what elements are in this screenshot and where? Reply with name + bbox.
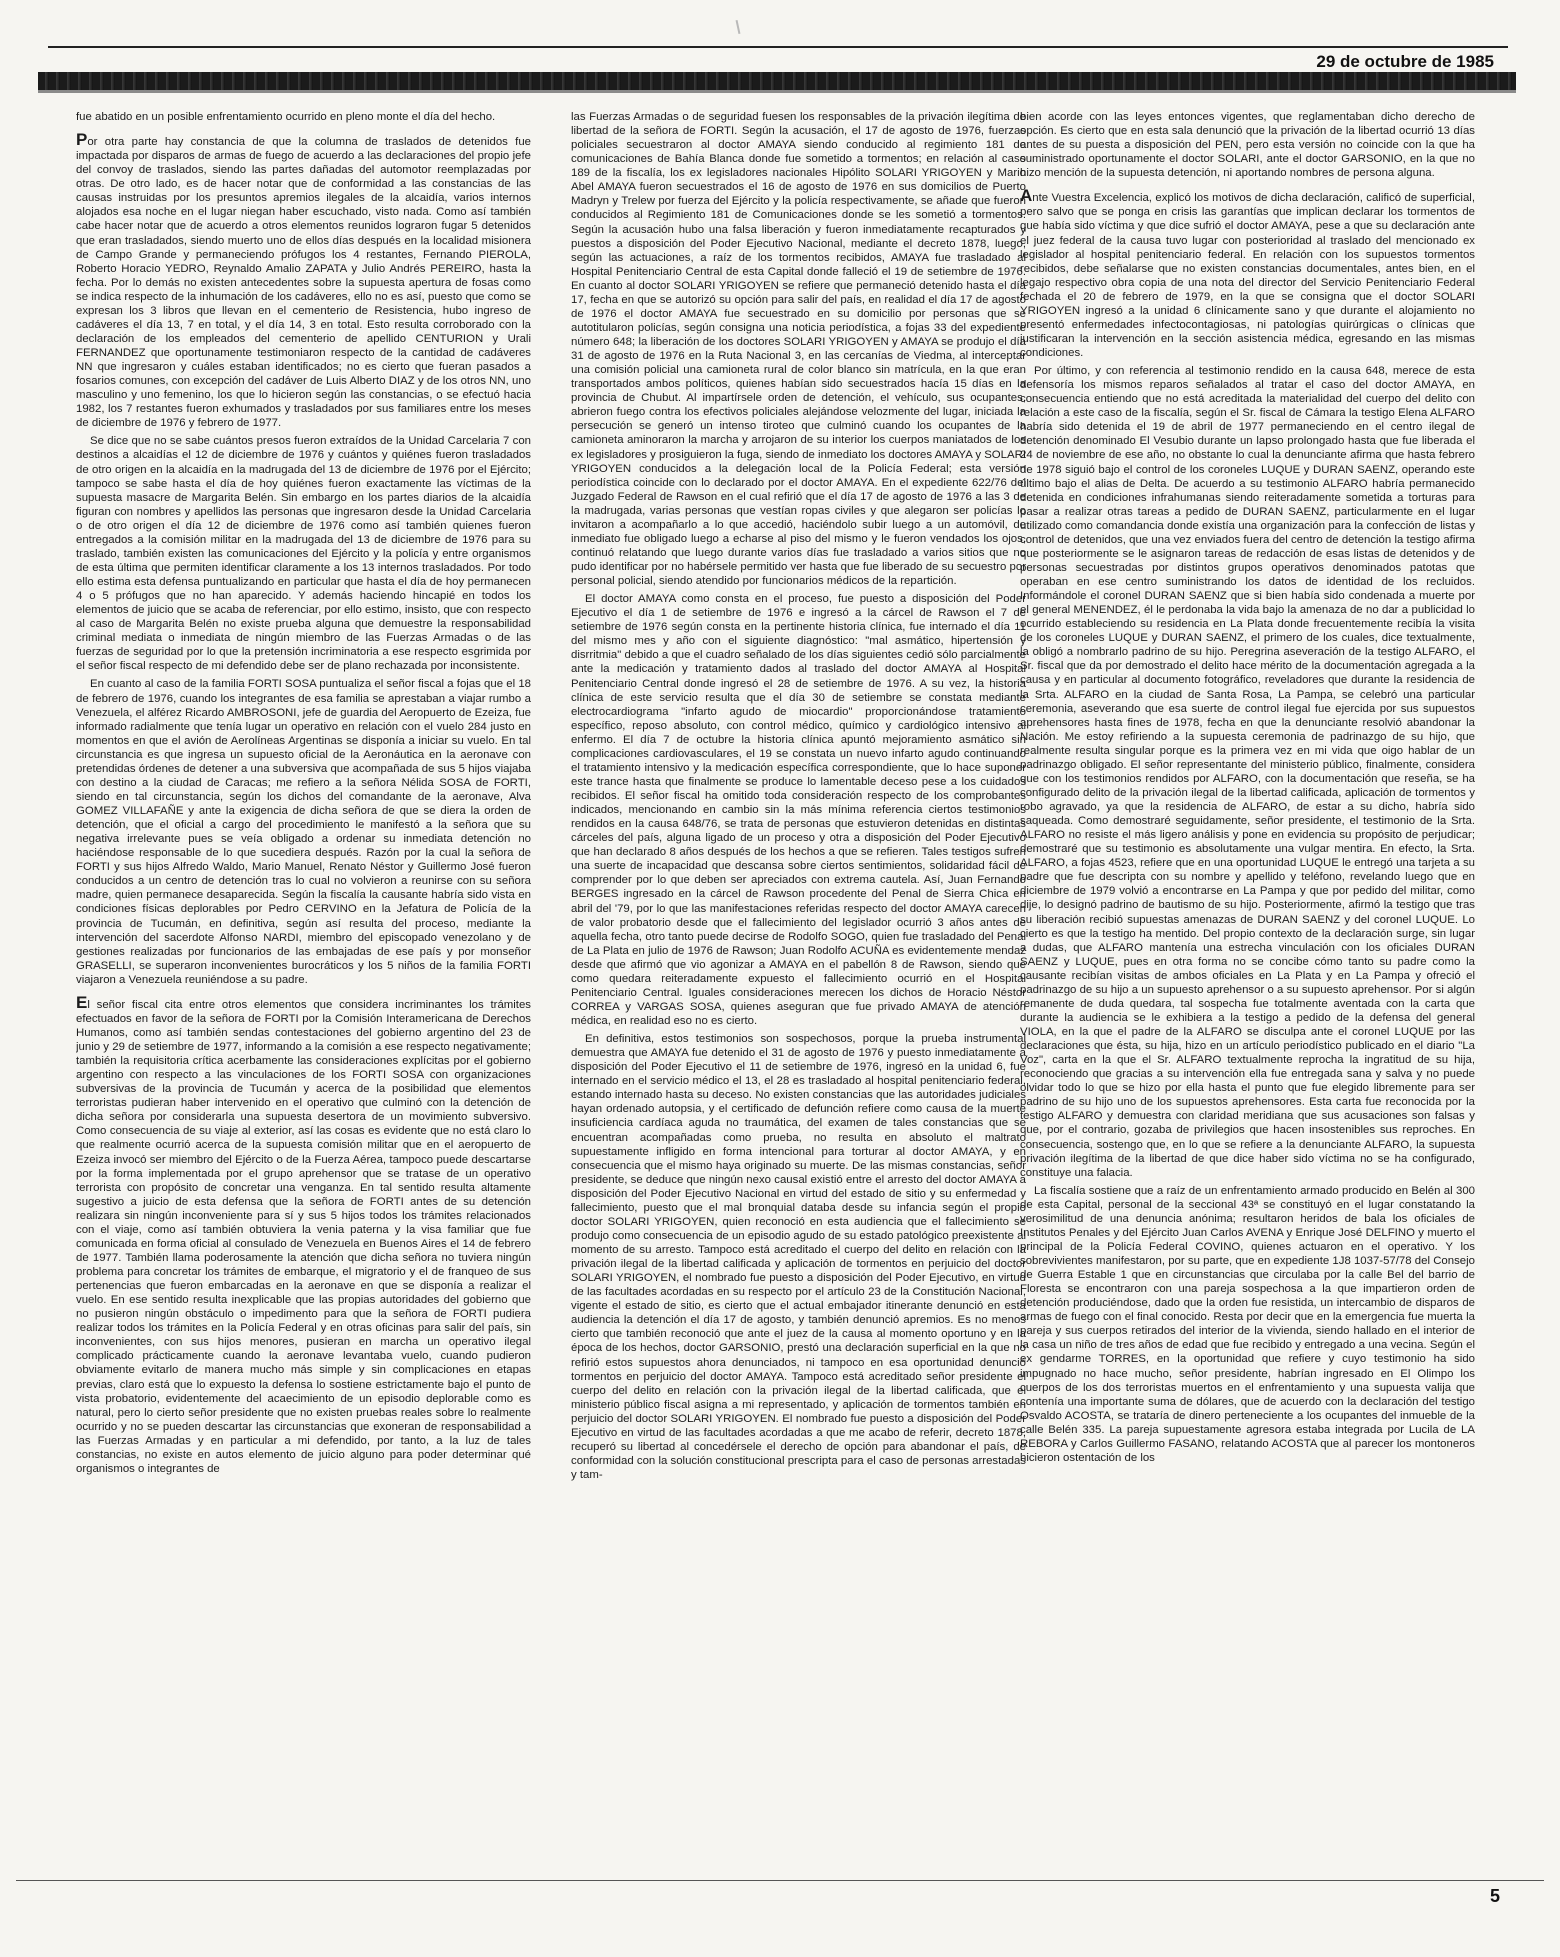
article-paragraph	[1020, 186, 1475, 360]
article-paragraph	[1020, 1184, 1475, 1465]
paragraph-text: bien acorde con las leyes entonces vigentes, que reglamentaban dicho derecho de opción. Es cierto que en esta sala denunció que la privación de la libertad ocurrió 13 días antes de su puesta a disposición del PEN, pero esta versión no coincide con la que ha suministrado oportunamente el doctor SOLARI, ante el doctor GARSONIO, en la que no hizo mención de la supuesta detención, ni aportando nombres de persona alguna.	[1020, 111, 1475, 180]
issue-date: 29 de octubre de 1985	[1316, 52, 1494, 71]
article-paragraph	[571, 110, 1026, 588]
paragraph-text: las Fuerzas Armadas o de seguridad fuesen los responsables de la privación ilegítima de libertad de la señora de FORTI. Según la acusación, el 17 de agosto de 1976, fuerzas policiales secuestraron al doctor AMAYA siendo conducido al regimiento 181 de comunicaciones de Bahía Blanca donde fue sometido a tormentos; en relación al caso 189 de la fiscalía, los ex legisladores nacionales Hipólito SOLARI YRIGOYEN y Mario Abel AMAYA fueron secuestrados el 16 de agosto de 1976 en sus domicilios de Puerto Madryn y Trelew por fuerza del Ejército y la policía respectivamente, se añade que fueron conducidos al Regimiento 181 de Comunicaciones donde se les sometió a tormentos. Según la acusación hubo una falsa liberación y fueron inmediatamente recapturados y puestos a disposición del Poder Ejecutivo Nacional, mediante el decreto 1878, luego, según las actuaciones, a raíz de los tormentos recibidos, AMAYA fue trasladado al Hospital Penitenciario Central de esta Capital donde falleció el 19 de setiembre de 1976. En cuanto al doctor SOLARI YRIGOYEN se refiere que permaneció detenido hasta el día 17, fecha en que se autorizó su opción para salir del país, en realidad el día 17 de agosto de 1976 el doctor AMAYA fue secuestrado en su domicilio por personas que se autotitularon policías, según consigna una noticia periodística, a fojas 33 del expediente número 648; la liberación de los doctores SOLARI YRIGOYEN y AMAYA se produjo el día 31 de agosto de 1976 en la Ruta Nacional 3, en las cercanías de Viedma, al interceptar una comisión policial una camioneta rural de color blanco sin matrícula, en la que eran transportados ambos políticos, quienes habían sido secuestrados hacía 15 días en la provincia de Chubut. Al impartírsele orden de detención, el vehículo, sus ocupantes, abrieron fuego contra los efectivos policiales alejándose velozmente del lugar, iniciada la persecución se generó un intenso tiroteo que culminó cuando los ocupantes de la camioneta aminoraron la marcha y arrojaron de su interior los cuerpos maniatados de los ex legisladores y prosiguieron la fuga, siendo de inmediato los doctores AMAYA y SOLARI YRIGOYEN conducidos a la delegación local de la Policía Federal; esta versión periodística coincide con lo declarado por el doctor AMAYA. En el expediente 622/76 del Juzgado Federal de Rawson en el cual refirió que el día 17 de agosto de 1976 a las 3 de la madrugada, varias personas que vestían ropas civiles y que alegaron ser policías lo invitaron a acompañarlo a lo que accedió, haciéndolo subir luego a un automóvil, de inmediato fue obligado luego a echarse al piso del mismo y le fueron vendados los ojos, continuó relatando que luego durante varios días fue trasladado a varios sitios que no pudo identificar por no habérsele permitido ver hasta que fue liberado de su secuestro por personal policial, siendo atendido por funcionarios médicos de la repartición.	[571, 111, 1026, 588]
bottom-rule	[16, 1880, 1544, 1881]
article-paragraph	[76, 992, 531, 1476]
article-paragraph	[76, 130, 531, 430]
article-paragraph	[1020, 364, 1475, 1180]
article-columns	[76, 110, 1476, 1850]
page-number: 5	[1489, 1886, 1500, 1906]
top-rule	[48, 46, 1508, 48]
column-3	[1020, 110, 1475, 1850]
paragraph-text: fue abatido en un posible enfrentamiento ocurrido en pleno monte el día del hecho.	[76, 111, 496, 123]
article-paragraph	[1020, 110, 1475, 180]
paragraph-text: En cuanto al caso de la familia FORTI SOSA puntualiza el señor fiscal a fojas que el 18 de febrero de 1976, cuando los integrantes de esa familia se aprestaban a viajar rumbo a Venezuela, el alférez Ricardo AMBROSONI, jefe de guardia del Aeropuerto de Ezeiza, fue informado radialmente que tenía lugar un operativo en relación con el vuelo 284 justo en momentos en que el avión de Aerolíneas Argentinas se disponía a iniciar su vuelo. En tal circunstancia es que ingresa un supuesto oficial de la Aeronáutica en la aeronave con pretendidas órdenes de detener a una subversiva que acompañada de sus 5 hijos viajaba con destino a la ciudad de Caracas; me refiero a la señora Nélida SOSA de FORTI, siendo en tal circunstancia, según los dichos del comandante de la aeronave, Alva GOMEZ VILLAFAÑE y ante la exigencia de dicha señora de que se diera la orden de detención, que el oficial a cargo del procedimiento le manifestó a la señora que su negativa irrelevante pues se veía obligado a ordenar su inmediata detención no haciéndose responsable de lo que sucediera después. Razón por la cual la señora de FORTI y sus hijos Alfredo Waldo, Mario Manuel, Renato Néstor y Guillermo José fueron conducidos a un centro de detención tras lo cual no volvieron a reunirse con su señora madre, quien permanece desaparecida. Según la fiscalía la causante habría sido vista en condiciones físicas deplorables por Pedro CERVINO en la Jefatura de Policía de la provincia de Tucumán, en definitiva, según así resulta del proceso, mediante la intervención del sacerdote Alfonso NARDI, miembro del episcopado venezolano y de gestiones realizadas por funcionarios de las embajadas de ese país y por monseñor GRASELLI, se superaron inconvenientes burocráticos y los 5 niños de la familia FORTI viajaron a Venezuela reuniéndose a su padre.	[76, 678, 531, 986]
article-paragraph	[76, 434, 531, 673]
article-paragraph	[76, 677, 531, 986]
column-1	[76, 110, 531, 1850]
paragraph-text: En definitiva, estos testimonios son sospechosos, porque la prueba instrumental demuestra que AMAYA fue detenido el 31 de agosto de 1976 y puesto inmediatamente a disposición del Poder Ejecutivo el 11 de setiembre de 1976, ingresó en la unidad 6, fue internado en el servicio médico el 13, el 28 es trasladado al hospital penitenciario federal, estando internado hasta su deceso. No existen constancias que las autoridades judiciales hayan ordenado autopsia, y el certificado de defunción refiere como causa de la muerte insuficiencia cardíaca aguda no traumática, del examen de tales constancias que se encuentran acompañadas como prueba, no resulta en absoluto el maltrato supuestamente infligido en forma intencional para torturar al doctor AMAYA, y en consecuencia que el mismo haya originado su muerte. De las mismas constancias, señor presidente, se deduce que ningún nexo causal existió entre el arresto del doctor AMAYA a disposición del Poder Ejecutivo Nacional en virtud del estado de sitio y su enfermedad y fallecimiento, puesto que el mal bronquial databa desde su infancia según el propio doctor SOLARI YRIGOYEN, quien reconoció en esta audiencia que el fallecimiento se produjo como consecuencia de un episodio agudo de su estado patológico preexistente al momento de su arresto. Tampoco está acreditado el cuerpo del delito en relación con la privación ilegal de la libertad calificada y aplicación de tormentos en perjuicio del doctor SOLARI YRIGOYEN, el nombrado fue puesto a disposición del Poder Ejecutivo, en virtud de las facultades acordadas en su respecto por el artículo 23 de la Constitución Nacional, vigente el estado de sitio, es cierto que el actual embajador itinerante denunció en esta audiencia la detención el día 17 de agosto, y también denunció apremios. Es no menos cierto que también reconoció que ante el juez de la causa al momento oportuno y en la época de los hechos, doctor GARSONIO, prestó una declaración superficial en la que no refirió estos supuestos ahora denunciados, ni tampoco en esa oportunidad denunció tormentos en perjuicio del doctor AMAYA. Tampoco está acreditado señor presidente el cuerpo del delito en relación con la privación ilegal de la libertad calificada, que el ministerio público fiscal asigna a mi representado, y aplicación de tormentos también en perjuicio del doctor SOLARI YRIGOYEN. El nombrado fue puesto a disposición del Poder Ejecutivo en virtud de las facultades acordadas a que me acabo de referir, decreto 1878, recuperó su libertad al concedérsele el derecho de opción para abandonar el país, de conformidad con la solución constitucional prescripta para el caso de personas arrestadas y tam-	[571, 1033, 1026, 1481]
article-paragraph	[571, 1032, 1026, 1482]
paragraph-text: nte Vuestra Excelencia, explicó los motivos de dicha declaración, calificó de superficial, pero salvo que se ponga en crisis las garantías que implican declarar los tormentos de que había sido víctima y que dice sufrió el doctor AMAYA, pese a que su declaración ante el juez federal de la causa tuvo lugar con posterioridad al traslado del mencionado ex legislador al hospital penitenciario federal. En relación con los supuestos tormentos recibidos, debe señalarse que no existen constancias documentales, antes bien, en el legajo respectivo obra copia de una nota del director del Servicio Penitenciario Federal fechada el 20 de febrero de 1979, en la que se consigna que el doctor SOLARI YRIGOYEN ingresó a la unidad 6 clínicamente sano y que durante el alojamiento no presentó enfermedades infectocontagiosas, ni patologías quirúrgicas o clínicas que justificaran la intervención en la sección asistencia médica, egresando en las mismas condiciones.	[1020, 192, 1475, 359]
paragraph-text: La fiscalía sostiene que a raíz de un enfrentamiento armado producido en Belén al 300 de esta Capital, personal de la seccional 43ª se constituyó en el lugar constatando la verosimilitud de una denuncia anónima; resultaron heridos de bala los oficiales de Institutos Penales y del Ejército Juan Carlos AVENA y Enrique José DELFINO y muerto el principal de la Policía Federal COVINO, quienes actuaron en el operativo. Y los sobrevivientes manifestaron, por su parte, que en expediente 1J8 1037-57/78 del Consejo de Guerra Estable 1 que en circunstancias que circulaba por la calle Bel del barrio de Floresta se encontraron con una pareja sospechosa a la que impartieron orden de detención produciéndose, dado que la orden fue resistida, un intercambio de disparos de armas de fuego con el final conocido. Resta por decir que en la emergencia fue muerta la pareja y sus cuerpos retirados del interior de la vivienda, siendo hallado en el interior de la casa un niño de tres años de edad que fue recibido y entregado a una vecina. Según el ex gendarme TORRES, en la oportunidad que refiere y cuyo testimonio ha sido impugnado no hace mucho, señor presidente, habrían ingresado en El Olimpo los cuerpos de los dos terroristas muertos en el enfrentamiento y una supuesta valija que contenía una importante suma de dólares, que de acuerdo con la declaración del testigo Osvaldo ACOSTA, se trataría de dinero perteneciente a los ocupantes del inmueble de la calle Belén 335. La pareja supuestamente agresora estaba integrada por Lucila de LA REBORA y Carlos Guillermo FASANO, relatando ACOSTA que al parecer los montoneros hicieron ostentación de los	[1020, 1184, 1475, 1464]
paragraph-text: Se dice que no se sabe cuántos presos fueron extraídos de la Unidad Carcelaria 7 con destinos a alcaidías el 12 de diciembre de 1976 y cuántos y quiénes fueron trasladados de otro origen en la alcaidía en la madrugada del 13 de diciembre de 1976 por el Ejército; tampoco se sabe hasta el día de hoy quiénes fueron exactamente las víctimas de la supuesta masacre de Margarita Belén. Sin embargo en los partes diarios de la alcaidía figuran con nombres y apellidos las personas que ingresaron desde la Unidad Carcelaria o de otro origen el día 12 de diciembre de 1976 como así también quienes fueron entregados a la comisión militar en la madrugada del 13 de diciembre de 1976 para su traslado, también existen las comunicaciones del Ejército y la policía y entre organismos de esta última que permiten identificar claramente a los 13 internos trasladados. Por todo ello estima esta defensa puntualizando en particular que hasta el día de hoy permanecen 4 o 5 prófugos que no han aparecido. Y además haciendo hincapié en todos los elementos de juicio que se acaba de referenciar, por ello estimo, insisto, que con respecto al caso de Margarita Belén no existe prueba alguna que demuestre la responsabilidad criminal mediata o inmediata de ningún miembro de las Fuerzas Armadas o de las fuerzas de seguridad por lo que la pretensión incriminatoria a ese respecto esgrimida por el señor fiscal respecto de mi defendido debe ser de plano rechazada por inconsistente.	[76, 435, 531, 673]
paragraph-initial: A	[1020, 186, 1033, 206]
scan-artifact	[736, 20, 741, 34]
header-bar-shadow	[38, 90, 1516, 93]
paragraph-text: or otra parte hay constancia de que la columna de traslados de detenidos fue impactada por disparos de armas de fuego de acuerdo a las declaraciones del propio jefe del convoy de traslados, siendo las partes dañadas del automotor reemplazadas por otras. De otro lado, es de hacer notar que de conformidad a las constancias de las causas instruidas por los presuntos apremios ilegales de la alcaidía, varios internos alojados esa noche en el lugar niegan haber escuchado, visto nada. Como así también cabe hacer notar que de acuerdo a otros elementos reunidos lograron fugar 5 detenidos que eran trasladados, siendo muerto uno de ellos días después en la localidad misionera de Campo Grande y permaneciendo prófugos los 4 restantes, Fernando PIEROLA, Roberto Horacio YEDRO, Reynaldo Amalio ZAPATA y Julio Andrés PEREIRO, hasta la fecha. Por lo demás no existen antecedentes sobre la supuesta apertura de fosas como se indica respecto de la inhumación de los cadáveres, ello no es así, puesto que como se expresan los 3 libros que llevan en el cementerio de Resistencia, hubo ingreso de cadáveres el día 13, 7 en total, y el día 14, 3 en total. Esto resulta corroborado con la declaración de los empleados del cementerio de apellido CENTURION y Urali FERNANDEZ que oportunamente testimoniaron respecto de la cantidad de cadáveres NN que ingresaron y cuáles estaban identificados; no es cierto que fueran pasados a fosarios comunes, con excepción del cadáver de Luis Alberto DIAZ y de los otros NN, uno masculino y uno femenino, los que lo hicieron según las constancias, o se efectuó hacia 1982, los 7 restantes fueron exhumados y trasladados por sus familiares entre los meses de diciembre de 1976 y febrero de 1977.	[76, 136, 531, 430]
column-2	[571, 110, 1026, 1850]
paragraph-initial: E	[76, 992, 88, 1012]
paragraph-text: El doctor AMAYA como consta en el proceso, fue puesto a disposición del Poder Ejecutivo el día 1 de setiembre de 1976 e ingresó a la cárcel de Rawson el 7 de setiembre de 1976 según consta en la pertinente historia clínica, fue internado el día 11 del mismo mes y año con el siguiente diagnóstico: "mal asmático, hipertensión y disrritmia" debido a que el cuadro señalado de los días siguientes cedió sólo parcialmente ante la medicación y tratamiento dados al traslado del doctor AMAYA al Hospital Penitenciario Central donde ingresó el 28 de setiembre de 1976. A su vez, la historia clínica de este servicio resulta que el día 30 de setiembre se constata mediante electrocardiograma "infarto agudo de miocardio" proporcionándose tratamiento específico, reposo absoluto, con control médico, químico y cardiológico intensivo al enfermo. El día 7 de octubre la historia clínica apuntó mejoramiento asmático sin complicaciones cardiovasculares, el 19 se constata un nuevo infarto agudo continuando el tratamiento intensivo y la medicación específica correspondiente, que lo hace suponer este trance hasta que finalmente se produce lo lamentable deceso pese a los cuidados recibidos. El señor fiscal ha omitido toda consideración respecto de los comprobantes indicados, mencionando en cambio sin la más mínima referencia ciertos testimonios rendidos en la causa 648/76, se trata de personas que estuvieron detenidas en distintas cárceles del país, alguna ligado de un proceso y otra a disposición del Poder Ejecutivo que han declarado 8 años después de los hechos a que se refieren. Tales testigos sufren una suerte de incapacidad que descansa sobre ciertos sentimientos, solidaridad fácil de comprender por lo que deben ser apreciados con extrema cautela. Así, Juan Fernando BERGES ingresado en la cárcel de Rawson procedente del Penal de Sierra Chica en abril del '79, por lo que las manifestaciones referidas respecto del doctor AMAYA carecen de valor probatorio desde que el fallecimiento del legislador ocurrió 3 años antes de aquella fecha, otro tanto puede decirse de Rodolfo SOGO, quien fue trasladado del Penal de La Plata en julio de 1976 de Rawson; Juan Rodolfo ACUÑA es evidentemente mendaz desde que afirmó que vio agonizar a AMAYA en el pabellón 8 de Rawson, siendo que como quedara reiteradamente expuesto el fallecimiento ocurrió en el Hospital Penitenciario Central. Iguales consideraciones merecen los dichos de Horacio Néstor CORREA y VARGAS SOSA, quienes aseguran que fue privado AMAYA de atención médica, en realidad eso no es cierto.	[571, 593, 1026, 1027]
paragraph-text: l señor fiscal cita entre otros elementos que considera incriminantes los trámites efectuados en favor de la señora de FORTI por la Comisión Interamericana de Derechos Humanos, como así también sendas contestaciones del gobierno argentino del 23 de junio y 29 de setiembre de 1977, informando a la comisión a ese respecto negativamente; también la requisitoria crítica acerbamente las consideraciones explícitas por el gobierno argentino con respecto a las vinculaciones de los FORTI SOSA con organizaciones subversivas de la provincia de Tucumán y acerca de la posibilidad que elementos terroristas pudieran haber intervenido en el operativo que culminó con la detención de dicha señora por considerarla una supuesta desertora de un movimiento subversivo. Como consecuencia de su viaje al exterior, así las cosas es evidente que no está claro lo que realmente ocurrió acerca de la supuesta comisión militar que en el aeropuerto de Ezeiza invocó ser miembro del Ejército o de la Fuerza Aérea, tampoco puede descartarse por la forma implementada por el grupo aprehensor que se tratase de un operativo terrorista con propósito de concretar una venganza. En tal sentido resulta altamente sugestivo a juicio de esta defensa que la señora de FORTI antes de su detención realizara sin ningún inconveniente para sí y sus 5 hijos todos los trámites relacionados con el viaje, como así también obtuviera la venia paterna y la visa familiar que fue comunicada en forma oficial al consulado de Venezuela en Buenos Aires el 14 de febrero de 1977. También llama poderosamente la atención que dicha señora no tuviera ningún problema para concretar los trámites de embarque, el migratorio y el de franqueo de sus pertenencias que fueron embarcadas en la aeronave en que se disponía a realizar el vuelo. En ese sentido resulta inexplicable que las propias autoridades del gobierno que no pusieron ningún obstáculo o impedimento para que la señora de FORTI pudiera realizar todos los trámites en la Policía Federal y en otras oficinas para salir del país, sin inconvenientes, con sus hijos menores, pusieran en marcha un operativo ilegal complicado prácticamente cuando la aeronave levantaba vuelo, cuando pudieron obviamente evitarlo de manera mucho más simple y sin complicaciones en etapas previas, claro está que lo expuesto la defensa lo sostiene estrictamente bajo el punto de vista probatorio, evidentemente del acaecimiento de un episodio deplorable como es natural, pero lo cierto señor presidente que no existen pruebas reales sobre lo realmente ocurrido y no se pueden descartar las circunstancias que exoneran de responsabilidad a las Fuerzas Armadas y en particular a mi defendido, por tanto, a la luz de tales constancias, no existe en autos elemento de juicio alguno para poder determinar qué organismos o integrantes de	[76, 998, 531, 1475]
paragraph-initial: P	[76, 130, 88, 150]
header-bar	[38, 72, 1516, 90]
paragraph-text: Por último, y con referencia al testimonio rendido en la causa 648, merece de esta defensoría los mismos reparos señalados al tratar el caso del doctor AMAYA, en consecuencia entiendo que no está acreditada la materialidad del cuerpo del delito con relación a este caso de la fiscalía, según el Sr. fiscal de Cámara la testigo Elena ALFARO habría sido detenida el 19 de abril de 1977 permaneciendo en el centro ilegal de detención denominado El Vesubio durante un lapso prolongado hasta que fue liberada el 24 de noviembre de ese año, no obstante lo cual la denunciante afirma que hasta febrero de 1978 siguió bajo el control de los coroneles LUQUE y DURAN SAENZ, operando este último bajo el alias de Delta. De acuerdo a su testimonio ALFARO habría permanecido detenida en condiciones infrahumanas siendo reiteradamente sometida a torturas para pasar a realizar otras tareas a pedido de DURAN SAENZ, particularmente en el lugar utilizado como comandancia donde existía una organización para la confección de listas y control de detenidos, que una vez enviados fuera del centro de detención la testigo afirma que posteriormente se le asignaron tareas de redacción de esas listas de detenidos y de personas secuestradas por distintos grupos operativos denominados patotas que operaban en ese centro suministrando los datos de identidad de los recluidos. Informándole el coronel DURAN SAENZ que si bien había sido condenada a muerte por el general MENENDEZ, él le perdonaba la vida bajo la amenaza de no dar a publicidad lo ocurrido estableciendo su residencia en La Plata donde frecuentemente recibía la visita de los coroneles LUQUE y DURAN SAENZ, el primero de los cuales, dice textualmente, la obligó a nombrarlo padrino de su hijo. Peregrina aseveración de la testigo ALFARO, el Sr. fiscal que da por demostrado el delito hace mérito de la documentación agregada a la causa y en particular al documento fotográfico, reveladores que durante la residencia de la Srta. ALFARO en la ciudad de Santa Rosa, La Pampa, se celebró una particular ceremonia, aseverando que esa suerte de control ilegal fue ejercida por sus supuestos aprehensores hasta fines de 1978, fecha en que la denunciante resolvió abandonar la Nación. Me estoy refiriendo a la supuesta ceremonia de padrinazgo de su hijo, que realmente resulta singular porque es la primera vez en mi vida que oigo hablar de un padrinazgo obligado. El señor representante del ministerio público, finalmente, considera que con los testimonios rendidos por ALFARO, con la documentación que reseña, se ha configurado delito de la privación ilegal de la libertad calificada, aplicación de tormentos y robo agravado, ya que la residencia de ALFARO, de estar a su dicho, habría sido saqueada. Como demostraré seguidamente, señor presidente, el testimonio de la Srta. ALFARO no resiste el más ligero análisis y pone en evidencia su propósito de perjudicar; demostraré que su testimonio es absolutamente una vulgar mentira. En efecto, la Srta. ALFARO, a fojas 4523, refiere que en una oportunidad LUQUE le entregó una tarjeta a su padre que fue descripta con su nombre y apellido y teléfono, revelando luego que en diciembre de 1979 volvió a encontrarse en La Pampa y que por pedido del militar, como dije, lo designó padrino de bautismo de su hijo. Posteriormente, afirmó la testigo que tras su liberación recibió supuestas amenazas de DURAN SAENZ y del coronel LUQUE. Lo cierto es que la testigo ha mentido. Del propio contexto de la declaración surge, sin lugar a dudas, que ALFARO mantenía una estrecha vinculación con los oficiales DURAN SAENZ y LUQUE, pues en otra forma no se concibe cómo tanto su padre como la causante recibían visitas de ambos oficiales en La Plata y en La Pampa y ofreció el padrinazgo de su hijo a un supuesto aprehensor o a su supuesto aprehensor. Por si algún remanente de duda quedara, tal sospecha fue totalmente aventada con la carta que durante la audiencia se le exhibiera a la testigo a pedido de la defensa del general VIOLA, en la que el padre de la ALFARO se disculpa ante el coronel LUQUE por las declaraciones que ésta, su hija, hizo en un artículo periodístico publicado en el diario "La Voz", carta en la que el Sr. ALFARO textualmente reprocha la ingratitud de su hija, reconociendo que gracias a su intervención ella fue entregada sana y salva y no puede olvidar todo lo que se hizo por ella hasta el punto que fue elegido libremente para ser padrino de su hijo uno de los supuestos aprehensores. Esta carta fue reconocida por la testigo ALFARO y demuestra con claridad meridiana que sus acusaciones son falsas y que, por el contrario, gozaba de privilegios que hacen insostenibles sus reproches. En consecuencia, sostengo que, en lo que se refiere a la denunciante ALFARO, la supuesta privación ilegítima de la libertad de que dice haber sido víctima no se ha configurado, constituye una falacia.	[1020, 365, 1475, 1179]
article-paragraph	[76, 110, 531, 124]
article-paragraph	[571, 592, 1026, 1028]
